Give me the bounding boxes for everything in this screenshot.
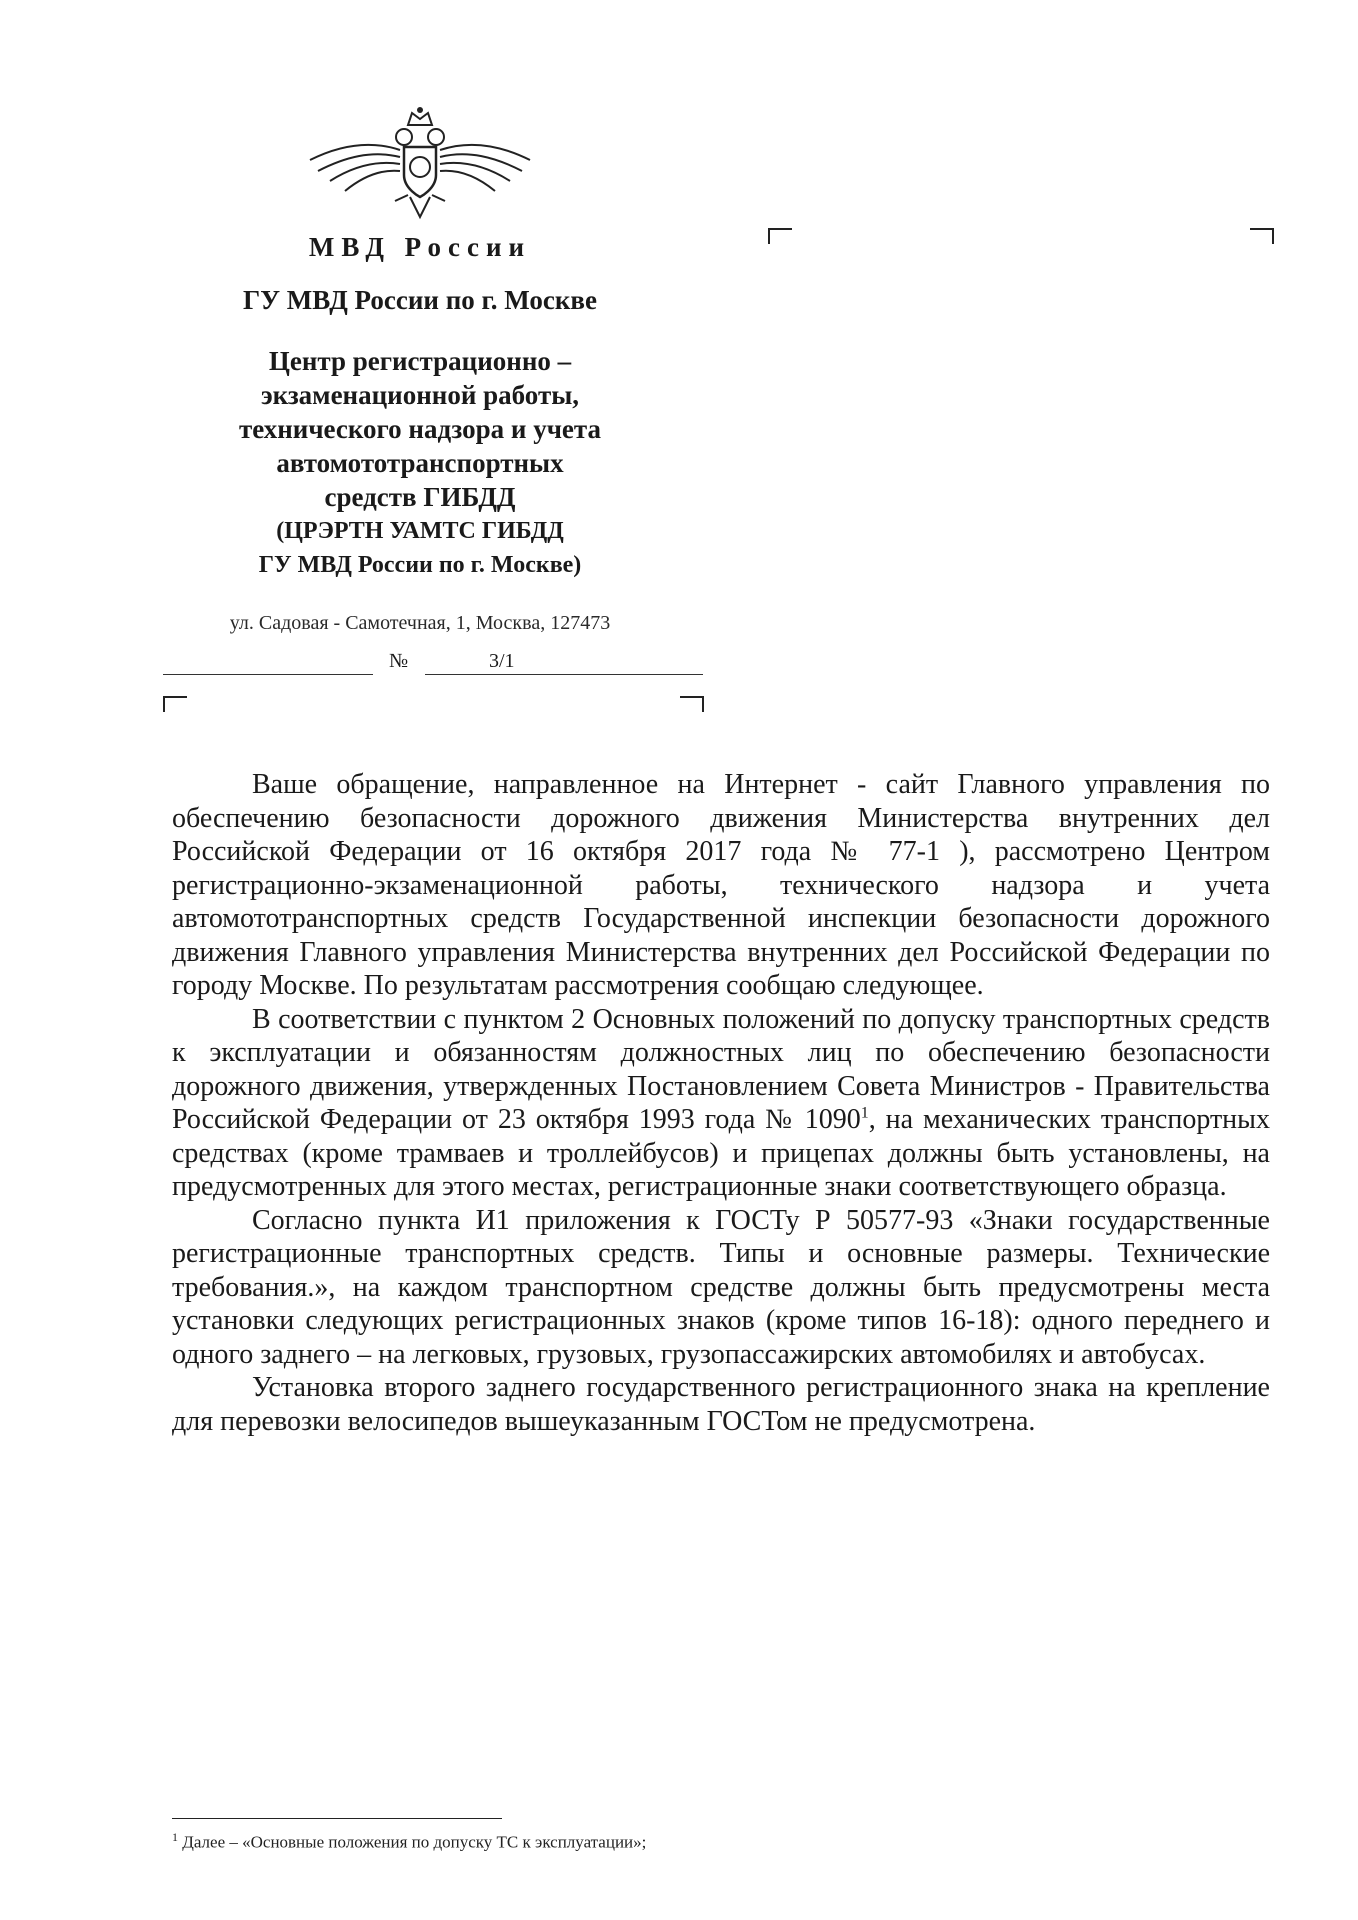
footnote-reference: 1 (860, 1104, 869, 1122)
subject-bracket-top-right (680, 696, 704, 712)
center-name-line: Центр регистрационно – (268, 346, 572, 376)
paragraph-text: , на механических транспортных средствах (кроме трамваев и троллейбусов) и прицепах должны быть установлены, на предусмотренных для этого местах, регистрационные знаки соответствующего образца. (172, 1104, 1270, 1202)
department-name: ГУ МВД России по г. Москве (243, 285, 597, 315)
reference-number: 3/1 (489, 650, 515, 672)
reference-line (163, 650, 703, 678)
number-blank (425, 674, 703, 675)
center-abbreviation (160, 514, 680, 582)
body-paragraph: Установка второго заднего государственного регистрационного знака на крепление для перевозки велосипедов вышеуказанным ГОСТом не предусмотрена. (172, 1372, 1270, 1437)
address-bracket-top-left (768, 228, 792, 244)
letter-body (172, 768, 1270, 1438)
body-paragraph (172, 1003, 1270, 1204)
center-name-line: средств ГИБДД (324, 482, 516, 512)
center-name-line: экзаменационной работы, (260, 380, 580, 410)
abbreviation-line: ГУ МВД России по г. Москве) (258, 552, 582, 578)
letterhead (160, 105, 680, 635)
address: ул. Садовая - Самотечная, 1, Москва, 127473 (229, 612, 611, 634)
body-paragraph: Согласно пункта И1 приложения к ГОСТу Р 50577-93 «Знаки государственные регистрационные транспортных средств. Типы и основные размеры. Технические требования.», на каждом транспортном средстве должны быть предусмотрены места установки следующих регистрационных знаков (кроме типов 16-18): одного переднего и одного заднего – на легковых, грузовых, грузопассажирских автомобилях и автобусах. (172, 1204, 1270, 1370)
address-bracket-top-right (1250, 228, 1274, 244)
abbreviation-line: (ЦРЭРТН УАМТС ГИБДД (276, 518, 564, 544)
center-name-line: автомототранспортных (276, 448, 564, 478)
body-paragraph: Ваше обращение, направленное на Интернет - сайт Главного управления по обеспечению безопасности дорожного движения Министерства внутренних дел Российской Федерации от 16 октября 2017 года № 77-1 ), рассмотрено Центром регистрационно-экзаменационной работы, технического надзора и учета автомототранспортных средств Государственной инспекции безопасности дорожного движения Главного управления Министерства внутренних дел Российской Федерации по городу Москве. По результатам рассмотрения сообщаю следующее. (172, 769, 1270, 1001)
center-name-line: технического надзора и учета (239, 414, 601, 444)
paragraph-text: В соответствии с пунктом 2 Основных положений по допуску транспортных средств к эксплуатации и обязанностям должностных лиц по обеспечению безопасности дорожного движения, утвержденных Постановлением Совета Министров - Правительства Российской Федерации от 23 октября 1993 года № 1090 (172, 1003, 1270, 1135)
footnote-text: Далее – «Основные положения по допуску ТС к эксплуатации»; (178, 1832, 647, 1852)
center-name (160, 344, 680, 514)
date-blank (163, 674, 373, 675)
subject-bracket-top-left (163, 696, 187, 712)
ministry-name: МВД России (308, 232, 532, 262)
footnote (172, 1830, 646, 1853)
double-headed-eagle-emblem-icon (300, 105, 540, 220)
footnote-separator (172, 1818, 502, 1819)
footnote-mark: 1 (172, 1830, 178, 1844)
number-sign: № (389, 650, 409, 672)
